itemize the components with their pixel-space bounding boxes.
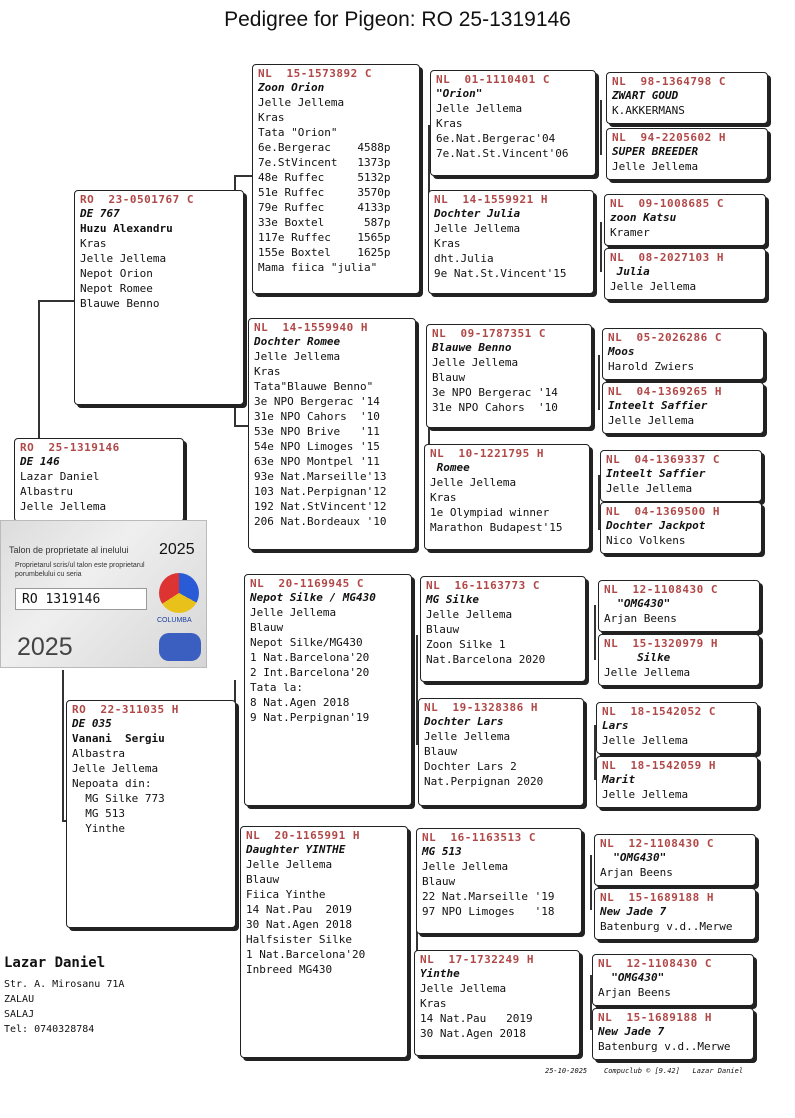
ring-number: NL 18-1542059 H [602, 759, 716, 772]
info-line: Daughter YINTHE [246, 843, 346, 856]
info-line: MG Silke [426, 593, 479, 606]
info-line: Blauw [250, 621, 284, 634]
info-line: Jelle Jellema [604, 666, 691, 679]
info-line: 117e Ruffec 1565p [258, 231, 391, 244]
info-line: Nepot Silke / MG430 [250, 591, 376, 604]
info-line: Nat.Perpignan 2020 [424, 775, 544, 788]
ring-number: NL 04-1369337 C [606, 453, 720, 466]
gg-grandparent-card[interactable] [604, 248, 766, 300]
gg-grandparent-card[interactable] [596, 756, 758, 808]
ring-number: NL 12-1108430 C [604, 583, 718, 596]
great-grandparent-card[interactable] [428, 190, 594, 294]
connector [590, 855, 592, 910]
gg-grandparent-card[interactable] [594, 888, 756, 940]
info-line: "OMG430" [600, 851, 667, 864]
ring-number: NL 15-1689188 H [598, 1011, 712, 1024]
info-line: 33e Boxtel 587p [258, 216, 391, 229]
info-line: Arjan Beens [598, 986, 671, 999]
info-line: DE 767 [80, 207, 120, 220]
info-line: Kras [80, 237, 107, 250]
info-line: 7e.StVincent 1373p [258, 156, 391, 169]
info-line: Nepot Orion [80, 267, 153, 280]
info-line: 22 Nat.Marseille '19 [422, 890, 555, 903]
info-line: Tata"Blauwe Benno" [254, 380, 374, 393]
info-line: Inteelt Saffier [606, 467, 706, 480]
info-line: Dochter Julia [434, 207, 521, 220]
info-line: Jelle Jellema [434, 222, 521, 235]
columba-logo-icon [159, 573, 199, 613]
info-line: 48e Ruffec 5132p [258, 171, 391, 184]
info-line: Silke [604, 651, 671, 664]
info-line: Kras [254, 365, 281, 378]
logo-text: COLUMBA [157, 617, 192, 624]
info-line: New Jade 7 [600, 905, 667, 918]
ring-number: NL 16-1163773 C [426, 579, 540, 592]
info-line: 1e Olympiad winner [430, 506, 550, 519]
info-line: Kras [430, 491, 457, 504]
info-line: Lazar Daniel [20, 470, 100, 483]
owner-line: Tel: 0740328784 [4, 1024, 95, 1035]
ring-number: NL 14-1559940 H [254, 321, 368, 334]
gg-grandparent-card[interactable] [596, 702, 758, 754]
info-line: Jelle Jellema [602, 734, 689, 747]
info-line: Halfsister Silke [246, 933, 352, 946]
info-line: Inbreed MG430 [246, 963, 333, 976]
great-grandparent-card[interactable] [414, 950, 580, 1056]
info-line: K.AKKERMANS [612, 104, 685, 117]
info-line: Jelle Jellema [424, 730, 511, 743]
info-line: 97 NPO Limoges '18 [422, 905, 555, 918]
info-line: Albastra [72, 747, 125, 760]
ring-number: RO 22-311035 H [72, 703, 179, 716]
gg-grandparent-card[interactable] [592, 954, 754, 1006]
info-line: 51e Ruffec 3570p [258, 186, 391, 199]
info-line: 7e.Nat.St.Vincent'06 [436, 147, 569, 160]
info-line: Blauwe Benno [80, 297, 160, 310]
info-line: Blauw [426, 623, 460, 636]
info-line: Dochter Romee [254, 335, 341, 348]
info-line: Jelle Jellema [422, 860, 509, 873]
info-line: Zoon Silke 1 [426, 638, 506, 651]
info-line: 93e Nat.Marseille'13 [254, 470, 387, 483]
gg-grandparent-card[interactable] [598, 580, 760, 632]
info-line: 3e NPO Bergerac '14 [432, 386, 558, 399]
grandparent-card[interactable] [248, 318, 416, 550]
info-line: Mama fiica "julia" [258, 261, 378, 274]
great-grandparent-card[interactable] [424, 444, 590, 550]
info-line: Dochter Lars 2 [424, 760, 517, 773]
gg-grandparent-card[interactable] [598, 634, 760, 686]
gg-grandparent-card[interactable] [606, 128, 768, 180]
card-subtitle: Proprietarul scris/ul talon este proprietarul porumbelului cu seria [15, 562, 145, 578]
info-line: 30 Nat.Agen 2018 [246, 918, 352, 931]
ring-number: NL 98-1364798 C [612, 75, 726, 88]
ownership-card [0, 520, 207, 668]
sire-card[interactable] [74, 190, 244, 405]
info-line: Jelle Jellema [80, 252, 167, 265]
info-line: Tata la: [250, 681, 303, 694]
info-line: Blauwe Benno [432, 341, 512, 354]
info-line: Jelle Jellema [426, 608, 513, 621]
info-line: Jelle Jellema [246, 858, 333, 871]
info-line: Yinthe [420, 967, 460, 980]
owner-line: ZALAU [4, 994, 35, 1005]
page-title: Pedigree for Pigeon: RO 25-1319146 [224, 8, 571, 31]
info-line: 9e Nat.St.Vincent'15 [434, 267, 567, 280]
info-line: "OMG430" [604, 597, 671, 610]
info-line: Romee [430, 461, 470, 474]
info-line: zoon Katsu [610, 211, 677, 224]
connector [600, 100, 602, 155]
dam-card[interactable] [66, 700, 236, 928]
info-line: Blauw [422, 875, 456, 888]
ring-number: NL 19-1328386 H [424, 701, 538, 714]
info-line: "Orion" [436, 87, 483, 100]
ring-number: NL 16-1163513 C [422, 831, 536, 844]
ring-number: RO 25-1319146 [20, 441, 120, 454]
info-line: 2 Int.Barcelona'20 [250, 666, 370, 679]
info-line: Marit [602, 773, 636, 786]
owner-block [4, 955, 124, 1037]
info-line: Kras [436, 117, 463, 130]
info-line: Harold Zwiers [608, 360, 695, 373]
info-line: Kras [258, 111, 285, 124]
info-line: 192 Nat.StVincent'12 [254, 500, 387, 513]
gg-grandparent-card[interactable] [600, 450, 762, 502]
connector [234, 680, 236, 682]
info-line: Jelle Jellema [606, 482, 693, 495]
great-grandparent-card[interactable] [430, 70, 596, 176]
info-line: Kras [420, 997, 447, 1010]
info-line: 14 Nat.Pau 2019 [246, 903, 352, 916]
info-line: Batenburg v.d..Merwe [600, 920, 733, 933]
info-line: Dochter Lars [424, 715, 504, 728]
info-line: Jelle Jellema [250, 606, 337, 619]
great-grandparent-card[interactable] [426, 324, 592, 428]
card-year: 2025 [159, 541, 195, 558]
great-grandparent-card[interactable] [420, 576, 586, 682]
ring-number: NL 05-2026286 C [608, 331, 722, 344]
ring-number: NL 09-1008685 C [610, 197, 724, 210]
info-line: Vanani Sergiu [72, 732, 165, 745]
info-line: Zoon Orion [258, 81, 325, 94]
pigeon-logo-icon [159, 633, 201, 661]
info-line: Jelle Jellema [610, 280, 697, 293]
info-line: Albastru [20, 485, 73, 498]
ring-number: NL 12-1108430 C [600, 837, 714, 850]
connector [62, 670, 64, 820]
info-line: DE 035 [72, 717, 112, 730]
info-line: Jelle Jellema [608, 414, 695, 427]
info-line: Kramer [610, 226, 650, 239]
footer: 25-10-2025 Compuclub © [9.42] Lazar Daniel [545, 1067, 744, 1075]
grandparent-card[interactable] [240, 826, 408, 1058]
ring-number: NL 10-1221795 H [430, 447, 544, 460]
card-title: Talon de proprietate al inelului [9, 545, 129, 555]
info-line: 53e NPO Brive '11 [254, 425, 380, 438]
owner-line: Str. A. Mirosanu 71A [4, 979, 125, 990]
info-line: dht.Julia [434, 252, 494, 265]
gg-grandparent-card[interactable] [600, 502, 762, 554]
ring-number: NL 08-2027103 H [610, 251, 724, 264]
info-line: Nepot Silke/MG430 [250, 636, 363, 649]
info-line: Arjan Beens [600, 866, 673, 879]
info-line: 54e NPO Limoges '15 [254, 440, 380, 453]
info-line: Nico Volkens [606, 534, 686, 547]
info-line: Jelle Jellema [254, 350, 341, 363]
great-grandparent-card[interactable] [416, 828, 582, 934]
info-line: MG 513 [422, 845, 462, 858]
info-line: Kras [434, 237, 461, 250]
connector [234, 425, 248, 427]
owner-line: SALAJ [4, 1009, 35, 1020]
info-line: 6e.Bergerac 4588p [258, 141, 391, 154]
info-line: 30 Nat.Agen 2018 [420, 1027, 526, 1040]
info-line: Jelle Jellema [432, 356, 519, 369]
info-line: Jelle Jellema [420, 982, 507, 995]
ring-number: NL 20-1169945 C [250, 577, 364, 590]
info-line: 3e NPO Bergerac '14 [254, 395, 380, 408]
info-line: Fiica Yinthe [246, 888, 326, 901]
info-line: Nepot Romee [80, 282, 153, 295]
info-line: Nat.Barcelona 2020 [426, 653, 546, 666]
connector [234, 175, 252, 177]
gg-grandparent-card[interactable] [594, 834, 756, 886]
info-line: DE 146 [20, 455, 60, 468]
info-line: Dochter Jackpot [606, 519, 706, 532]
info-line: MG 513 [72, 807, 125, 820]
ring-number: NL 94-2205602 H [612, 131, 726, 144]
connector [594, 605, 596, 660]
ring-number: NL 04-1369265 H [608, 385, 722, 398]
ring-number: NL 01-1110401 C [436, 73, 550, 86]
info-line: 8 Nat.Agen 2018 [250, 696, 350, 709]
info-line: 1 Nat.Barcelona'20 [246, 948, 366, 961]
ring-number: NL 17-1732249 H [420, 953, 534, 966]
info-line: SUPER BREEDER [612, 145, 699, 158]
info-line: 63e NPO Montpel '11 [254, 455, 380, 468]
gg-grandparent-card[interactable] [606, 72, 768, 124]
info-line: Huzu Alexandru [80, 222, 173, 235]
info-line: 31e NPO Cahors '10 [432, 401, 558, 414]
grandparent-card[interactable] [252, 64, 420, 294]
info-line: Jelle Jellema [436, 102, 523, 115]
info-line: Arjan Beens [604, 612, 677, 625]
info-line: 155e Boxtel 1625p [258, 246, 391, 259]
info-line: Jelle Jellema [602, 788, 689, 801]
ring-number: NL 15-1689188 H [600, 891, 714, 904]
info-line: 6e.Nat.Bergerac'04 [436, 132, 556, 145]
card-ring-number: RO 1319146 [15, 588, 147, 610]
info-line: Blauw [246, 873, 280, 886]
gg-grandparent-card[interactable] [602, 382, 764, 434]
connector [38, 300, 76, 302]
info-line: ZWART GOUD [612, 89, 679, 102]
ring-number: NL 15-1573892 C [258, 67, 372, 80]
connector [38, 300, 40, 440]
info-line: Jelle Jellema [72, 762, 159, 775]
ring-number: RO 23-0501767 C [80, 193, 194, 206]
great-grandparent-card[interactable] [418, 698, 584, 806]
ring-number: NL 18-1542052 C [602, 705, 716, 718]
info-line: 14 Nat.Pau 2019 [420, 1012, 533, 1025]
owner-name: Lazar Daniel [4, 955, 106, 971]
gg-grandparent-card[interactable] [602, 328, 764, 380]
ring-number: NL 04-1369500 H [606, 505, 720, 518]
ring-number: NL 14-1559921 H [434, 193, 548, 206]
info-line: Blauw [432, 371, 466, 384]
gg-grandparent-card[interactable] [604, 194, 766, 246]
info-line: New Jade 7 [598, 1025, 665, 1038]
info-line: 79e Ruffec 4133p [258, 201, 391, 214]
connector [598, 355, 600, 410]
ring-number: NL 09-1787351 C [432, 327, 546, 340]
info-line: Lars [602, 719, 629, 732]
info-line: "OMG430" [598, 971, 665, 984]
info-line: Jelle Jellema [258, 96, 345, 109]
info-line: 206 Nat.Bordeaux '10 [254, 515, 387, 528]
card-year-large: 2025 [17, 633, 73, 661]
ring-number: NL 20-1165991 H [246, 829, 360, 842]
info-line: MG Silke 773 [72, 792, 165, 805]
info-line: Moos [608, 345, 635, 358]
subject-card[interactable] [14, 438, 184, 522]
info-line: Marathon Budapest'15 [430, 521, 563, 534]
info-line: Nepoata din: [72, 777, 152, 790]
gg-grandparent-card[interactable] [592, 1008, 754, 1060]
ring-number: NL 12-1108430 C [598, 957, 712, 970]
info-line: Blauw [424, 745, 458, 758]
info-line: Jelle Jellema [430, 476, 517, 489]
info-line: Yinthe [72, 822, 125, 835]
info-line: Julia [610, 265, 650, 278]
info-line: Jelle Jellema [20, 500, 107, 513]
info-line: 9 Nat.Perpignan'19 [250, 711, 370, 724]
connector [600, 222, 602, 272]
info-line: 1 Nat.Barcelona'20 [250, 651, 370, 664]
info-line: 103 Nat.Perpignan'12 [254, 485, 387, 498]
info-line: Tata "Orion" [258, 126, 338, 139]
info-line: Inteelt Saffier [608, 399, 708, 412]
info-line: Jelle Jellema [612, 160, 699, 173]
ring-number: NL 15-1320979 H [604, 637, 718, 650]
info-line: Batenburg v.d..Merwe [598, 1040, 731, 1053]
info-line: 31e NPO Cahors '10 [254, 410, 380, 423]
grandparent-card[interactable] [244, 574, 412, 806]
